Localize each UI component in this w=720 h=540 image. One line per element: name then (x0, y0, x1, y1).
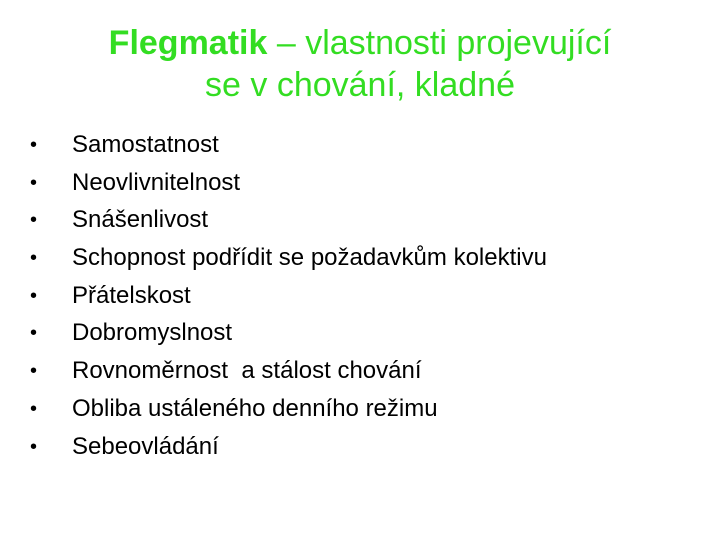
bullet-icon: • (30, 209, 38, 232)
list-item-text: Dobromyslnost (72, 319, 233, 347)
title-line2: se v chování, kladné (205, 66, 515, 104)
list-item (30, 392, 690, 430)
bullet-icon: • (30, 360, 38, 383)
list-item-text: Obliba ustáleného denního režimu (72, 394, 438, 422)
bullet-icon: • (30, 397, 38, 420)
list-item (30, 128, 690, 166)
slide-title (20, 22, 700, 106)
list-item-text: Rovnoměrnost a stálost chování (72, 357, 422, 385)
bullet-icon: • (30, 171, 38, 194)
list-item-text: Snášenlivost (72, 206, 209, 234)
bullet-icon: • (30, 284, 38, 307)
bullet-icon: • (30, 247, 38, 270)
list-item (30, 316, 690, 354)
list-item-text: Schopnost podřídit se požadavkům kolektivu (72, 244, 547, 272)
list-item (30, 203, 690, 241)
list-item (30, 166, 690, 204)
title-line1-rest: – vlastnosti projevující (267, 24, 612, 62)
list-item (30, 241, 690, 279)
list-item-text: Samostatnost (72, 131, 219, 158)
bullet-icon: • (30, 322, 38, 345)
title-bold-part: Flegmatik (108, 24, 268, 62)
list-item-text: Přátelskost (72, 281, 191, 309)
list-item-text: Sebeovládání (72, 432, 219, 460)
list-item (30, 430, 690, 468)
list-item (30, 279, 690, 317)
bullet-icon: • (30, 134, 38, 156)
bullet-icon: • (30, 435, 38, 458)
bullet-list (30, 128, 690, 467)
list-item-text: Neovlivnitelnost (72, 168, 241, 196)
list-item (30, 354, 690, 392)
